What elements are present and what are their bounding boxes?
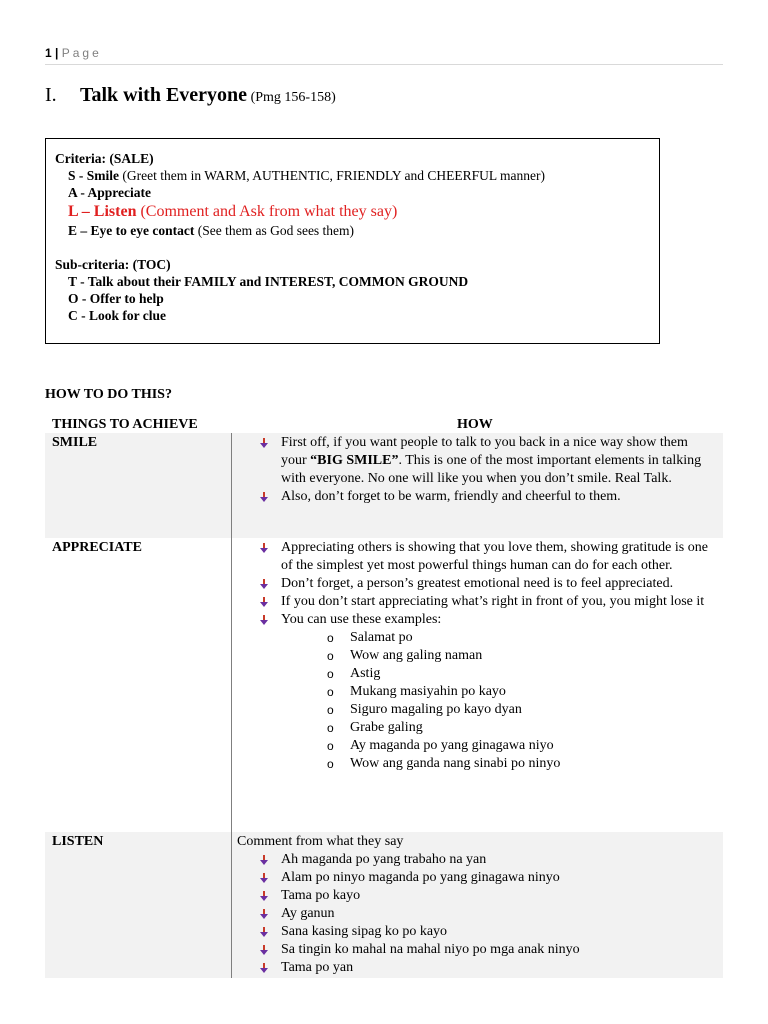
criteria-heading: Criteria: (SALE) — [55, 151, 154, 166]
section-page-ref: (Pmg 156-158) — [250, 90, 336, 105]
criteria-box — [45, 138, 660, 344]
arrow-bullet-icon — [260, 905, 281, 923]
list-item: Sana kasing sipag ko po kayo — [260, 923, 723, 941]
section-title-text: Talk with Everyone — [80, 84, 248, 106]
row-how — [232, 538, 723, 832]
row-how — [232, 433, 723, 538]
row-label: LISTEN — [45, 832, 232, 978]
list-item: Ay ganun — [260, 905, 723, 923]
example-item: o Ay maganda po yang ginagawa niyo — [327, 738, 554, 753]
row-label: APPRECIATE — [45, 538, 232, 832]
list-item: Tama po yan — [260, 959, 723, 977]
page-label: Page — [61, 46, 102, 60]
arrow-bullet-icon — [260, 539, 281, 575]
example-item: o Wow ang galing naman — [327, 648, 483, 663]
page-number: 1 — [45, 46, 52, 60]
arrow-bullet-icon — [260, 575, 281, 593]
table-row-appreciate — [45, 538, 723, 832]
col-header-how: HOW — [457, 417, 493, 432]
section-numeral: I. — [45, 84, 57, 106]
example-item: o Astig — [327, 666, 381, 681]
list-item: Sa tingin ko mahal na mahal niyo po mga anak ninyo — [260, 941, 723, 959]
criteria-l: L – Listen (Comment and Ask from what they say) — [68, 203, 398, 220]
arrow-bullet-icon — [260, 887, 281, 905]
table-header — [45, 416, 723, 433]
arrow-bullet-icon — [260, 593, 281, 611]
example-item: o Salamat po — [327, 630, 413, 645]
list-item: Ah maganda po yang trabaho na yan — [260, 851, 723, 869]
arrow-bullet-icon — [260, 869, 281, 887]
arrow-bullet-icon — [260, 851, 281, 869]
arrow-bullet-icon — [260, 959, 281, 977]
list-item: Alam po ninyo maganda po yang ginagawa ninyo — [260, 869, 723, 887]
section-title — [45, 84, 336, 107]
criteria-s: S - Smile (Greet them in WARM, AUTHENTIC, FRIENDLY and CHEERFUL manner) — [68, 168, 545, 183]
example-item: o Mukang masiyahin po kayo — [327, 684, 506, 699]
table-row-listen — [45, 832, 723, 978]
list-item: First off, if you want people to talk to you back in a nice way show them your “BIG SMILE”. This is one of the most important elements in talking with everyone. No one will like you when you don’t smile. Real Talk. — [260, 434, 723, 488]
arrow-bullet-icon — [260, 941, 281, 959]
criteria-a: A - Appreciate — [68, 185, 151, 200]
how-to-heading: HOW TO DO THIS? — [45, 387, 172, 402]
arrow-bullet-icon — [260, 488, 281, 506]
subcriteria-c: C - Look for clue — [68, 308, 166, 323]
arrow-bullet-icon — [260, 611, 281, 629]
table-row-smile — [45, 433, 723, 538]
row-label: SMILE — [45, 433, 232, 538]
listen-intro: Comment from what they say — [237, 834, 404, 849]
list-item: If you don’t start appreciating what’s right in front of you, you might lose it — [260, 593, 723, 611]
page-header — [45, 46, 723, 65]
list-item: You can use these examples: — [260, 611, 723, 629]
col-header-things: THINGS TO ACHIEVE — [52, 417, 198, 432]
subcriteria-heading: Sub-criteria: (TOC) — [55, 257, 171, 272]
list-item: Also, don’t forget to be warm, friendly and cheerful to them. — [260, 488, 723, 506]
arrow-bullet-icon — [260, 923, 281, 941]
row-how — [232, 832, 723, 978]
example-item: o Grabe galing — [327, 720, 423, 735]
criteria-e: E – Eye to eye contact (See them as God sees them) — [68, 223, 355, 238]
how-table — [45, 416, 723, 978]
subcriteria-o: O - Offer to help — [68, 291, 164, 306]
list-item: Don’t forget, a person’s greatest emotional need is to feel appreciated. — [260, 575, 723, 593]
example-item: o Siguro magaling po kayo dyan — [327, 702, 522, 717]
page-separator: | — [55, 46, 59, 60]
subcriteria-t: T - Talk about their FAMILY and INTEREST, COMMON GROUND — [68, 274, 469, 289]
list-item: Appreciating others is showing that you love them, showing gratitude is one of the simplest yet most powerful things human can do for each other. — [260, 539, 723, 575]
list-item: Tama po kayo — [260, 887, 723, 905]
arrow-bullet-icon — [260, 434, 281, 488]
example-item: o Wow ang ganda nang sinabi po ninyo — [327, 756, 561, 771]
